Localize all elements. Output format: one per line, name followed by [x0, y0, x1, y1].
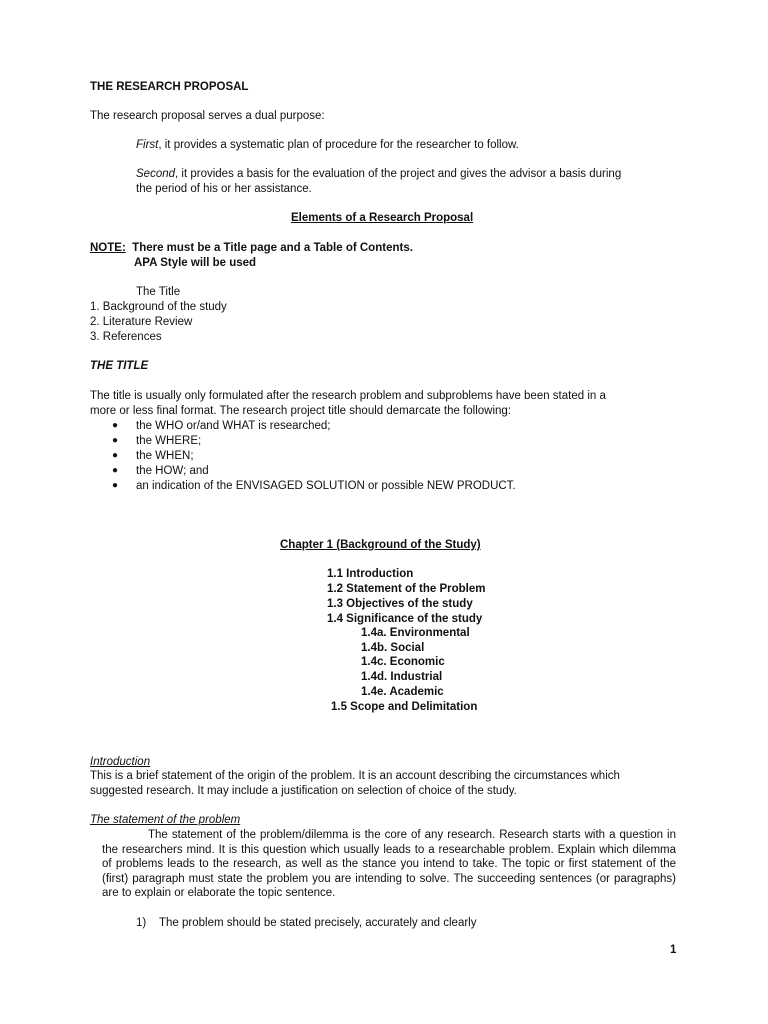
title-paragraph-line-2: more or less final format. The research project title should demarcate the following: — [90, 405, 512, 417]
note-label: NOTE: — [90, 242, 126, 254]
second-purpose-line-2: the period of his or her assistance. — [136, 183, 312, 195]
the-title-heading: THE TITLE — [90, 360, 149, 372]
introduction-line-1: This is a brief statement of the origin of the problem. It is an account describing the circumstances which — [90, 770, 620, 782]
intro-sentence: The research proposal serves a dual purpose: — [90, 110, 325, 122]
second-label: Second — [136, 168, 176, 180]
elements-heading: Elements of a Research Proposal — [291, 212, 474, 224]
bullet-item: the HOW; and — [136, 465, 209, 477]
chapter-heading: Chapter 1 (Background of the Study) — [280, 539, 481, 551]
bullet-item: an indication of the ENVISAGED SOLUTION or possible NEW PRODUCT. — [136, 480, 516, 492]
bullet-icon: ● — [112, 420, 119, 431]
first-purpose — [136, 138, 519, 152]
statement-heading: The statement of the problem — [90, 814, 241, 826]
bullet-icon: ● — [112, 450, 119, 461]
toc-item: 1.4 Significance of the study — [327, 613, 483, 625]
numbered-item-marker: 1) — [136, 917, 147, 929]
second-purpose-line-1 — [136, 167, 621, 181]
first-text: , it provides a systematic plan of procedure for the researcher to follow. — [158, 139, 519, 151]
note-line — [90, 241, 413, 255]
introduction-line-2: suggested research. It may include a justification on selection of choice of the study. — [90, 785, 517, 797]
introduction-heading: Introduction — [90, 756, 151, 768]
second-text-1: , it provides a basis for the evaluation of the project and gives the advisor a basis during — [175, 168, 622, 180]
toc-subitem: 1.4b. Social — [361, 642, 425, 654]
title-paragraph-line-1: The title is usually only formulated after the research problem and subproblems have been stated in a — [90, 390, 606, 402]
bullet-item: the WHO or/and WHAT is researched; — [136, 420, 331, 432]
document-title: THE RESEARCH PROPOSAL — [90, 81, 249, 93]
toc-subitem: 1.4c. Economic — [361, 656, 445, 668]
bullet-icon: ● — [112, 435, 119, 446]
numbered-item-text: The problem should be stated precisely, accurately and clearly — [159, 917, 477, 929]
note-apa: APA Style will be used — [134, 257, 257, 269]
statement-paragraph: The statement of the problem/dilemma is the core of any research. Research starts with a question in the researchers mind. It is this question which usually leads to a researchable problem. Explain which dilemma of problems leads to the research, as well as the stance you intend to take. The topic or first statement of the (first) paragraph must state the problem you are intending to solve. The succeeding sentences (or paragraphs) are to explain or elaborate the topic sentence. — [102, 829, 676, 899]
note-text: There must be a Title page and a Table of Contents. — [132, 242, 413, 254]
list-item: 1. Background of the study — [90, 301, 227, 313]
bullet-icon: ● — [112, 480, 119, 491]
bullet-item: the WHEN; — [136, 450, 194, 462]
toc-item: 1.5 Scope and Delimitation — [331, 701, 478, 713]
toc-item: 1.3 Objectives of the study — [327, 598, 473, 610]
toc-subitem: 1.4a. Environmental — [361, 627, 470, 639]
toc-item: 1.2 Statement of the Problem — [327, 583, 486, 595]
page-number: 1 — [670, 944, 677, 956]
list-item: 3. References — [90, 331, 162, 343]
bullet-icon: ● — [112, 465, 119, 476]
bullet-item: the WHERE; — [136, 435, 202, 447]
list-item: 2. Literature Review — [90, 316, 193, 328]
toc-subitem: 1.4d. Industrial — [361, 671, 443, 683]
list-heading: The Title — [136, 286, 181, 298]
toc-item: 1.1 Introduction — [327, 568, 414, 580]
toc-subitem: 1.4e. Academic — [361, 686, 444, 698]
first-label: First — [136, 139, 159, 151]
